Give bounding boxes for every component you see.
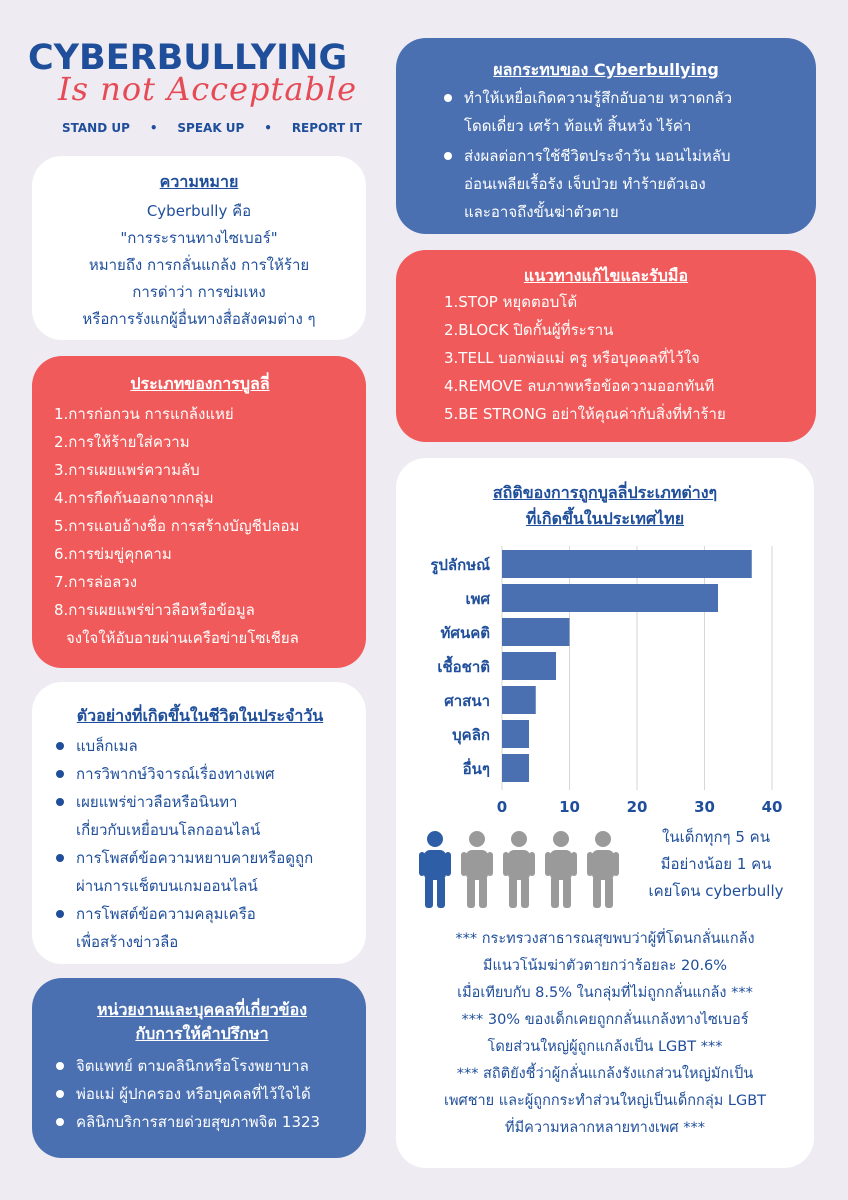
list-item: 8.การเผยแพร่ข่าวลือหรือข้อมูล bbox=[54, 601, 255, 619]
note-line: มีแนวโน้มฆ่าตัวตายกว่าร้อยละ 20.6% bbox=[482, 958, 728, 974]
list-item bbox=[54, 900, 346, 956]
contacts-card bbox=[32, 978, 366, 1158]
bar bbox=[502, 584, 718, 612]
stats-card bbox=[396, 458, 814, 1168]
stats-heading-line: สถิติของการถูกบูลลี่ประเภทต่างๆ bbox=[492, 483, 718, 502]
people-caption-line: เคยโดน cyberbully bbox=[648, 882, 784, 900]
list-item-line: ส่งผลต่อการใช้ชีวิตประจำวัน นอนไม่หลับ bbox=[464, 147, 731, 165]
definition-line: หมายถึง การกลั่นแกล้ง การให้ร้าย bbox=[88, 256, 310, 274]
list-item-line: โดดเดี่ยว เศร้า ท้อแท้ สิ้นหวัง ไร้ค่า bbox=[464, 117, 692, 135]
list-item-line: ผ่านการแช็ตบนเกมออนไลน์ bbox=[76, 877, 258, 895]
category-label: ทัศนคติ bbox=[440, 624, 490, 642]
list-item: 4.REMOVE ลบภาพหรือข้อความออกทันที bbox=[444, 377, 715, 395]
examples-card bbox=[32, 682, 366, 964]
list-item: 6.การข่มขู่คุกคาม bbox=[54, 545, 172, 563]
bar bbox=[502, 720, 529, 748]
list-item: พ่อแม่ ผู้ปกครอง หรือบุคคลที่ไว้ใจได้ bbox=[54, 1080, 350, 1108]
list-item-line: แบล็กเมล bbox=[76, 737, 138, 755]
definition-body bbox=[32, 198, 366, 333]
solution-card bbox=[396, 250, 816, 442]
list-item-line: การโพสต์ข้อความหยาบคายหรือดูถูก bbox=[76, 849, 314, 867]
list-item-line: การโพสต์ข้อความคลุมเครือ bbox=[76, 905, 256, 923]
list-item-line: เผยแพร่ข่าวลือหรือนินทา bbox=[76, 793, 238, 811]
x-tick-label: 30 bbox=[694, 798, 715, 816]
people-caption-line: ในเด็กทุกๆ 5 คน bbox=[662, 828, 770, 846]
x-tick-label: 40 bbox=[761, 798, 783, 816]
contacts-heading-line: หน่วยงานและบุคคลที่เกี่ยวข้อง bbox=[96, 1000, 308, 1019]
list-item: 1.STOP หยุดตอบโต้ bbox=[444, 293, 578, 311]
list-item: คลินิกบริการสายด่วยสุขภาพจิต 1323 bbox=[54, 1108, 350, 1136]
types-card bbox=[32, 356, 366, 668]
types-list bbox=[54, 400, 346, 652]
x-tick-label: 10 bbox=[559, 798, 580, 816]
definition-line: "การระรานทางไซเบอร์" bbox=[120, 229, 278, 247]
stats-heading-line: ที่เกิดขึ้นในประเทศไทย bbox=[525, 509, 685, 528]
examples-list bbox=[54, 732, 346, 956]
category-label: อื่นๆ bbox=[462, 760, 490, 778]
list-item bbox=[54, 788, 346, 844]
people-pictogram bbox=[414, 830, 624, 910]
tagline-dot: • bbox=[264, 121, 272, 135]
category-label: เพศ bbox=[465, 590, 490, 608]
page-title: CYBERBULLYING bbox=[28, 38, 348, 78]
list-item bbox=[442, 142, 792, 226]
definition-card bbox=[32, 156, 366, 340]
impact-card bbox=[396, 38, 816, 234]
list-item: 1.การก่อกวน การแกล้งแหย่ bbox=[54, 405, 234, 423]
list-item bbox=[54, 760, 346, 788]
person-icon bbox=[587, 831, 619, 908]
x-tick-label: 0 bbox=[496, 798, 508, 816]
note-line: โดยส่วนใหญ่ผู้ถูกแกล้งเป็น LGBT *** bbox=[487, 1039, 723, 1055]
note-line: *** สถิติยังชี้ว่าผู้กลั่นแกล้งรังแกส่วนใหญ่มักเป็น bbox=[456, 1066, 754, 1082]
solution-heading: แนวทางแก้ไขและรับมือ bbox=[523, 266, 689, 285]
definition-heading: ความหมาย bbox=[159, 172, 239, 191]
list-item: 2.BLOCK ปิดกั้นผู้ที่ระราน bbox=[444, 321, 614, 339]
list-item-line: เกี่ยวกับเหยื่อบนโลกออนไลน์ bbox=[76, 821, 261, 839]
category-label: เชื้อชาติ bbox=[437, 658, 490, 676]
definition-line: หรือการรังแกผู้อื่นทางสื่อสังคมต่าง ๆ bbox=[82, 310, 316, 328]
bar bbox=[502, 652, 556, 680]
bar bbox=[502, 618, 570, 646]
types-heading: ประเภทของการบูลลี่ bbox=[130, 374, 270, 393]
stats-heading bbox=[396, 480, 814, 532]
list-item-continuation: จงใจให้อับอายผ่านเครือข่ายโซเชียล bbox=[66, 629, 299, 647]
list-item-line: ทำให้เหยื่อเกิดความรู้สึกอับอาย หวาดกลัว bbox=[464, 89, 733, 107]
tagline-dot: • bbox=[149, 121, 158, 135]
bar bbox=[502, 550, 752, 578]
note-line: เมื่อเทียบกับ 8.5% ในกลุ่มที่ไม่ถูกกลั่นแกล้ง *** bbox=[457, 985, 753, 1001]
note-line: ที่มีความหลากหลายทางเพศ *** bbox=[505, 1120, 705, 1136]
contacts-list bbox=[54, 1052, 350, 1136]
list-item: 7.การล่อลวง bbox=[54, 573, 138, 591]
list-item bbox=[54, 844, 346, 900]
bar bbox=[502, 686, 536, 714]
list-item bbox=[442, 84, 792, 140]
list-item: 5.BE STRONG อย่าให้คุณค่ากับสิ่งที่ทำร้าย bbox=[444, 405, 726, 423]
note-line: เพศชาย และผู้ถูกกระทำส่วนใหญ่เป็นเด็กกลุ่ม LGBT bbox=[443, 1093, 766, 1109]
contacts-heading-line: กับการให้คำปรึกษา bbox=[135, 1024, 269, 1043]
category-label: รูปลักษณ์ bbox=[430, 556, 490, 574]
contacts-heading bbox=[54, 998, 350, 1046]
people-caption bbox=[626, 824, 806, 905]
tagline-report-it: REPORT IT bbox=[291, 121, 362, 135]
list-item-line: และอาจถึงขั้นฆ่าตัวตาย bbox=[464, 203, 619, 221]
person-highlighted-icon bbox=[419, 831, 451, 908]
page-subtitle: Is not Acceptable bbox=[58, 70, 358, 108]
note-line: *** กระทรวงสาธารณสุขพบว่าผู้ที่โดนกลั่นแกล้ง bbox=[455, 931, 755, 947]
list-item: 5.การแอบอ้างชื่อ การสร้างบัญชีปลอม bbox=[54, 517, 300, 535]
list-item bbox=[54, 732, 346, 760]
solution-list bbox=[444, 288, 796, 428]
list-item-line: การวิพากษ์วิจารณ์เรื่องทางเพศ bbox=[76, 765, 275, 783]
category-label: บุคลิก bbox=[452, 726, 490, 744]
person-icon bbox=[545, 831, 577, 908]
examples-heading: ตัวอย่างที่เกิดขึ้นในชีวิตในประจำวัน bbox=[76, 706, 324, 725]
definition-line: การด่าว่า การข่มเหง bbox=[132, 283, 266, 301]
tagline-speak-up: SPEAK UP bbox=[177, 121, 245, 135]
list-item: 3.TELL บอกพ่อแม่ ครู หรือบุคคลที่ไว้ใจ bbox=[444, 349, 700, 367]
note-line: *** 30% ของเด็กเคยถูกกลั่นแกล้งทางไซเบอร์ bbox=[461, 1012, 749, 1028]
tagline-stand-up: STAND UP bbox=[62, 121, 130, 135]
impact-list bbox=[442, 84, 792, 226]
tagline bbox=[62, 121, 362, 135]
person-icon bbox=[461, 831, 493, 908]
people-caption-line: มีอย่างน้อย 1 คน bbox=[660, 855, 772, 873]
list-item: 4.การกีดกันออกจากกลุ่ม bbox=[54, 489, 214, 507]
definition-line: Cyberbully คือ bbox=[146, 202, 252, 220]
list-item-line: อ่อนเพลียเรื้อรัง เจ็บป่วย ทำร้ายตัวเอง bbox=[464, 175, 706, 193]
category-label: ศาสนา bbox=[444, 692, 490, 710]
list-item: 3.การเผยแพร่ความลับ bbox=[54, 461, 200, 479]
list-item-line: เพื่อสร้างข่าวลือ bbox=[76, 933, 179, 951]
list-item: จิตแพทย์ ตามคลินิกหรือโรงพยาบาล bbox=[54, 1052, 350, 1080]
person-icon bbox=[503, 831, 535, 908]
bar bbox=[502, 754, 529, 782]
impact-heading: ผลกระทบของ Cyberbullying bbox=[493, 60, 719, 79]
x-tick-label: 20 bbox=[626, 798, 648, 816]
stats-notes bbox=[406, 926, 804, 1142]
list-item: 2.การให้ร้ายใส่ความ bbox=[54, 433, 190, 451]
